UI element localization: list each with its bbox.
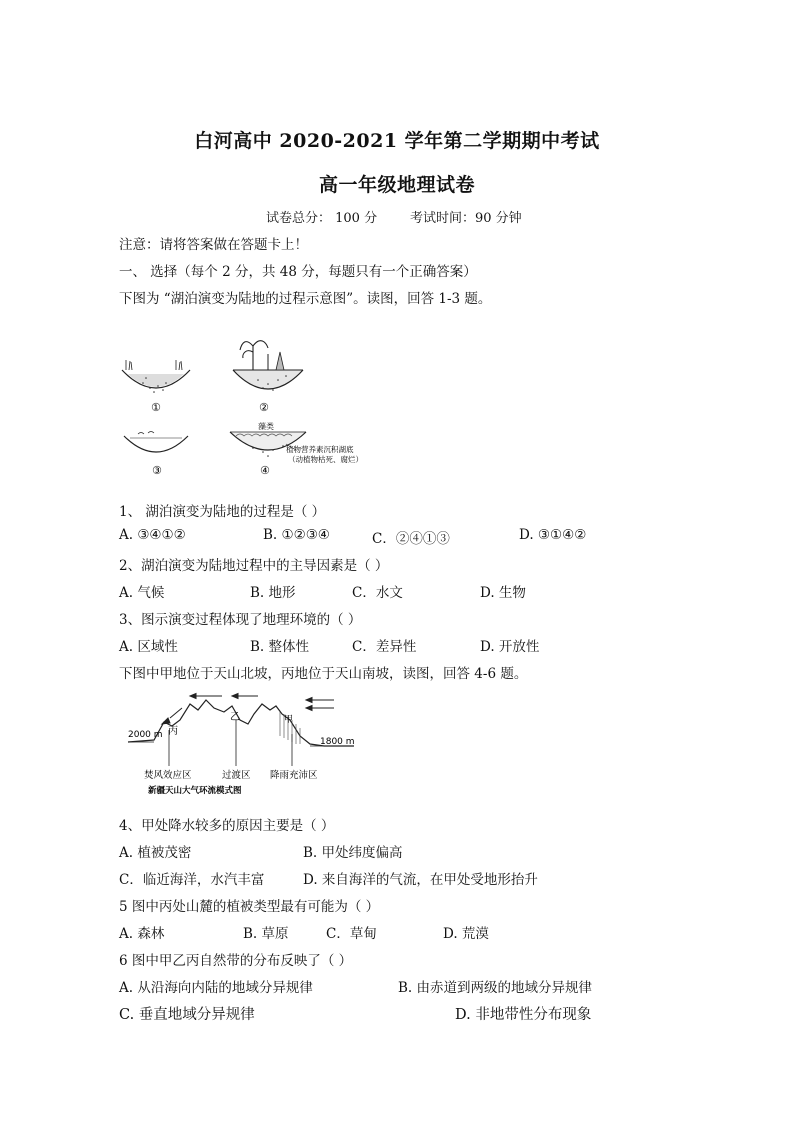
figure-caption: 新疆天山大气环流模式图 [148,786,242,796]
q2-option-b[interactable]: B. 地形 [250,585,296,601]
label-bing: 丙 [168,726,178,737]
q1-option-a[interactable]: A. ③④①② [119,527,186,543]
intro-figure-2: 下图中甲地位于天山北坡，丙地位于天山南坡，读图，回答 4-6 题。 [119,666,528,682]
notice: 注意：请将答案做在答题卡上！ [119,237,308,253]
q1-option-c[interactable]: C．②④①③ [372,531,450,547]
question-1: 1、 湖泊演变为陆地的过程是（ ） [119,504,326,520]
question-6: 6 图中甲乙丙自然带的分布反映了（ ） [119,953,353,969]
q2-option-a[interactable]: A. 气候 [119,585,165,601]
exam-time: 考试时间：90 分钟 [410,211,522,226]
q3-option-a[interactable]: A. 区域性 [119,639,178,655]
q3-option-b[interactable]: B. 整体性 [250,639,310,655]
label-1: ① [151,401,161,414]
q6-option-c[interactable]: C. 垂直地域分异规律 [119,1007,255,1023]
q1-option-b[interactable]: B. ①②③④ [263,527,330,543]
note-line-1: 植物营养素沉积湖底 [286,445,354,454]
total-score: 试卷总分： 100 分 [266,211,378,226]
question-4: 4、甲处降水较多的原因主要是（ ） [119,818,335,834]
q6-option-b[interactable]: B. 由赤道到两级的地域分异规律 [398,980,593,996]
intro-figure-1: 下图为 “湖泊演变为陆地的过程示意图”。读图，回答 1-3 题。 [119,291,492,307]
zone-foehn: 焚风效应区 [144,770,192,781]
q1-option-d[interactable]: D. ③①④② [519,527,587,543]
tianshan-diagram [124,690,364,798]
airflow-arrows [162,694,334,725]
q5-option-a[interactable]: A. 森林 [119,926,165,942]
q6-option-a[interactable]: A. 从沿海向内陆的地域分异规律 [119,980,313,996]
section-heading: 一、 选择（每个 2 分，共 48 分，每题只有一个正确答案） [119,264,477,280]
question-5: 5 图中丙处山麓的植被类型最有可能为（ ） [119,899,380,915]
label-yi: 乙 [230,712,240,723]
basin-3 [124,432,188,453]
q4-option-b[interactable]: B. 甲处纬度偏高 [303,845,403,861]
q4-option-d[interactable]: D. 来自海洋的气流，在甲处受地形抬升 [303,872,538,888]
q5-option-b[interactable]: B. 草原 [243,926,289,942]
algae-label: 藻类 [258,422,274,431]
label-3: ③ [152,464,162,477]
note-line-2: （动植物枯死、腐烂） [288,455,363,464]
exam-title: 白河高中 2020-2021 学年第二学期期中考试 [194,130,600,152]
q3-option-d[interactable]: D. 开放性 [480,639,540,655]
question-2: 2、湖泊演变为陆地过程中的主导因素是（ ） [119,558,389,574]
elevation-left: 2000 m [128,730,163,740]
lake-evolution-figure [118,328,378,478]
zone-transition: 过渡区 [222,770,251,781]
tianshan-figure [124,690,364,798]
label-jia: 甲 [284,715,294,725]
exam-subtitle: 高一年级地理试卷 [318,174,475,196]
q2-option-c[interactable]: C．水文 [352,585,403,601]
lake-evolution-diagram [118,328,378,478]
basin-2 [233,341,303,391]
label-4: ④ [260,464,270,477]
q5-option-d[interactable]: D. 荒漠 [443,926,489,942]
basin-1 [122,360,190,393]
q5-option-c[interactable]: C．草甸 [326,926,377,942]
zone-rainy: 降雨充沛区 [270,770,318,781]
question-3: 3、图示演变过程体现了地理环境的（ ） [119,612,362,628]
q4-option-a[interactable]: A. 植被茂密 [119,845,192,861]
elevation-right: 1800 m [320,737,355,747]
q4-option-c[interactable]: C．临近海洋，水汽丰富 [119,872,265,888]
q6-option-d[interactable]: D. 非地带性分布现象 [455,1007,592,1023]
label-2: ② [259,401,269,414]
q3-option-c[interactable]: C．差异性 [352,639,417,655]
q2-option-d[interactable]: D. 生物 [480,585,526,601]
